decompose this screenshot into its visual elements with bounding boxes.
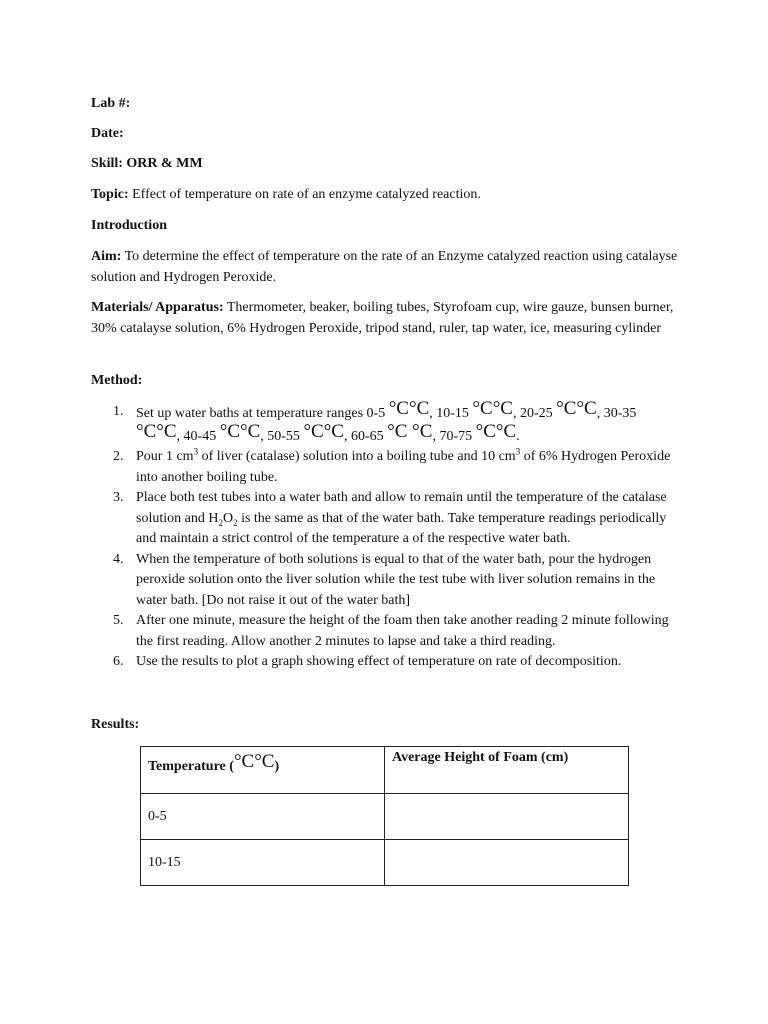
- superscript: 3: [193, 446, 199, 457]
- step-number: 4.: [113, 551, 124, 567]
- method-steps-list: [91, 398, 681, 673]
- topic-label: Topic:: [91, 187, 129, 202]
- aim-text: To determine the effect of temperature on the rate of an Enzyme catalyzed reaction using catalayse solution and Hydrogen Peroxide.: [91, 249, 678, 285]
- foam-height-cell: [385, 840, 629, 886]
- temperature-column-header: [141, 747, 385, 794]
- skill-line: [91, 154, 203, 174]
- step-text: When the temperature of both solutions is equal to that of the water bath, pour the hydrogen peroxide solution onto the liver solution while the test tube with liver solution remains in the water bath. [Do not raise it out of the water bath]: [136, 551, 656, 608]
- date-label: Date:: [91, 126, 124, 141]
- degree-celsius-symbol: °C °C: [387, 420, 433, 442]
- skill-label: Skill:: [91, 156, 123, 171]
- step-text: Use the results to plot a graph showing effect of temperature on rate of decomposition.: [136, 654, 622, 669]
- topic-value: Effect of temperature on rate of an enzyme catalyzed reaction.: [132, 187, 481, 202]
- step-text: of 6% Hydrogen Peroxide into another boiling tube.: [136, 449, 671, 485]
- results-table: [140, 746, 629, 886]
- step-text: After one minute, measure the height of the foam then take another reading 2 minute following the first reading. Allow another 2 minutes to lapse and take a third reading.: [136, 613, 669, 649]
- temperature-range: , 50-55: [260, 428, 300, 444]
- degree-celsius-symbol: °C°C: [136, 420, 177, 442]
- lab-number-label: Lab #:: [91, 96, 131, 111]
- step-text: of liver (catalase) solution into a boiling tube and 10 cm: [198, 449, 516, 464]
- step-number: 3.: [113, 490, 124, 505]
- method-step-6: [91, 652, 681, 673]
- method-heading: Method:: [91, 373, 143, 388]
- temperature-cell: 10-15: [141, 840, 385, 886]
- degree-celsius-symbol: °C°C: [303, 420, 344, 442]
- step-end: .: [516, 428, 520, 444]
- step-text: Pour 1 cm: [136, 449, 194, 464]
- aim-label: Aim:: [91, 249, 122, 264]
- method-step-3: [91, 488, 681, 550]
- materials-paragraph: [91, 298, 681, 339]
- method-step-2: [91, 447, 681, 488]
- method-step-4: [91, 550, 681, 612]
- foam-height-cell: [385, 794, 629, 840]
- degree-celsius-symbol: °C°C: [233, 751, 275, 772]
- table-row: [141, 794, 629, 840]
- aim-paragraph: [91, 247, 681, 288]
- materials-text: Thermometer, beaker, boiling tubes, Styrofoam cup, wire gauze, bunsen burner, 30% catalayse solution, 6% Hydrogen Peroxide, tripod stand, ruler, tap water, ice, measuring cylinder: [91, 300, 674, 336]
- table-row: [141, 840, 629, 886]
- step-number: 6.: [113, 654, 124, 669]
- step-number: 2.: [113, 449, 124, 464]
- introduction-heading: Introduction: [91, 218, 167, 233]
- degree-celsius-symbol: °C°C: [556, 398, 597, 419]
- step-number: 5.: [113, 613, 124, 628]
- topic-line: [91, 185, 481, 205]
- step-number: 1.: [113, 404, 124, 419]
- temperature-range: , 20-25: [512, 406, 553, 421]
- degree-celsius-symbol: °C°C: [219, 420, 261, 442]
- subscript: 2: [233, 517, 238, 528]
- step-text: Set up water baths at temperature ranges: [136, 406, 364, 421]
- step-text: is the same as that of the water bath. Take temperature readings periodically and maintain a strict control of the temperature a of the respective water bath.: [136, 510, 667, 546]
- temperature-header-suffix: ): [274, 759, 280, 774]
- step-text: O: [222, 510, 234, 526]
- temperature-range: , 30-35: [596, 406, 637, 421]
- degree-celsius-symbol: °C°C: [475, 420, 517, 442]
- step-text: Place both test tubes into a water bath and allow to remain until the temperature of the catalase solution and H: [136, 490, 667, 526]
- table-header-row: [141, 747, 629, 794]
- temperature-range: , 60-65: [343, 428, 384, 444]
- temperature-range: , 70-75: [432, 428, 473, 444]
- skill-value: ORR & MM: [126, 156, 203, 171]
- temperature-cell: 0-5: [141, 794, 385, 840]
- degree-celsius-symbol: °C°C: [472, 398, 513, 419]
- foam-height-header-text: Average Height of Foam (cm): [392, 750, 569, 765]
- method-step-5: [91, 611, 681, 652]
- temperature-range: , 10-15: [429, 406, 469, 421]
- foam-height-column-header: [385, 747, 629, 794]
- results-heading: Results:: [91, 717, 140, 732]
- temperature-header-prefix: Temperature (: [148, 759, 234, 774]
- superscript: 3: [515, 446, 521, 457]
- method-step-1: [91, 398, 681, 447]
- temperature-range: , 40-45: [176, 428, 217, 444]
- temperature-range: 0-5: [366, 406, 386, 421]
- degree-celsius-symbol: °C°C: [388, 398, 430, 419]
- temperature-header-text: [148, 747, 377, 775]
- subscript: 2: [218, 517, 223, 528]
- materials-label: Materials/ Apparatus:: [91, 300, 224, 315]
